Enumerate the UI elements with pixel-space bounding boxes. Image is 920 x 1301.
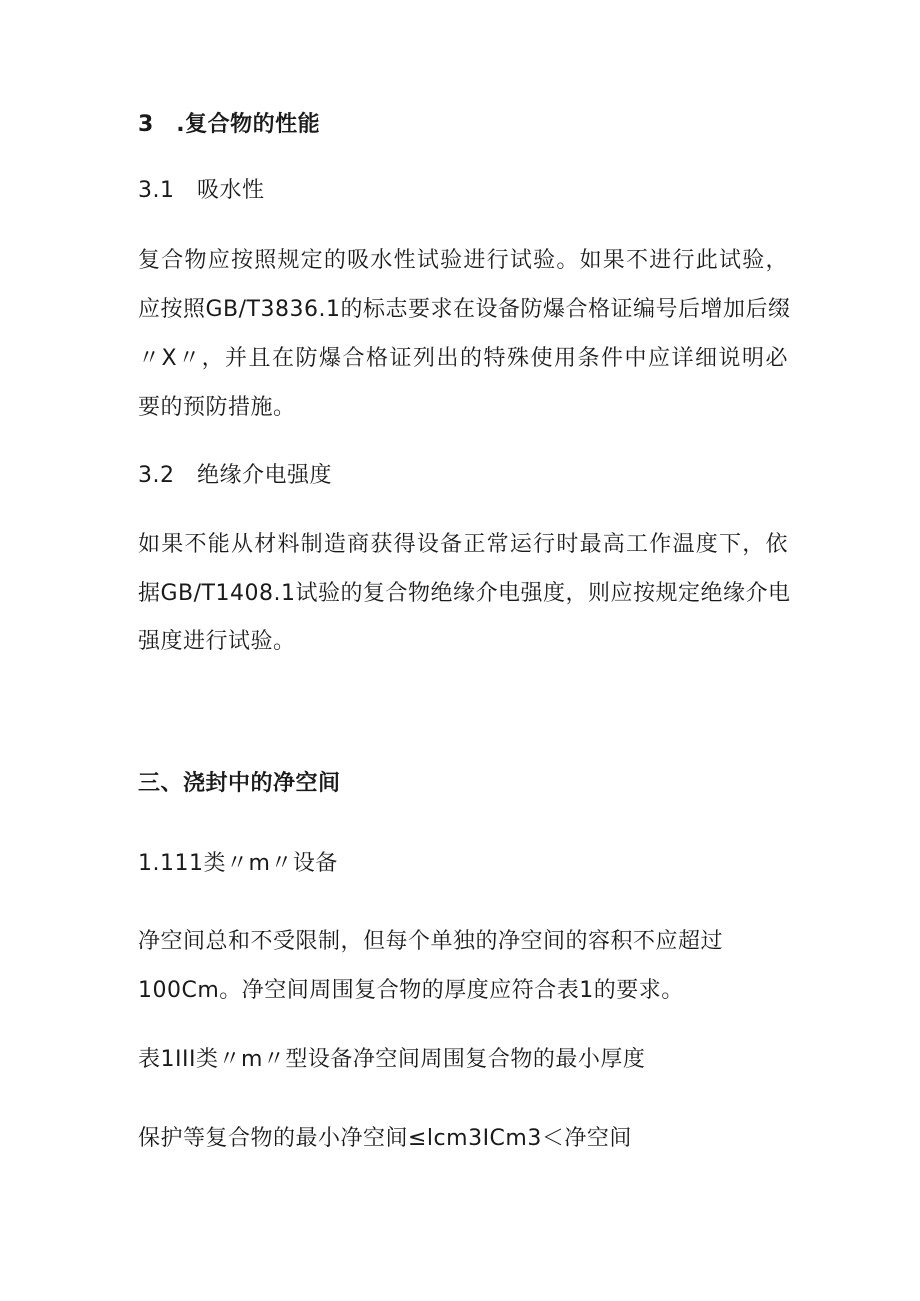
paragraph-line: 〃X〃，并且在防爆合格证列出的特殊使用条件中应详细说明必 (138, 346, 788, 371)
paragraph-line: 如果不能从材料制造商获得设备正常运行时最高工作温度下，依 (138, 532, 788, 557)
subsection-3-1-title: 3.1 吸水性 (138, 178, 265, 203)
paragraph-line: 要的预防措施。 (138, 395, 296, 420)
paragraph-line: 据GB/T1408.1试验的复合物绝缘介电强度，则应按规定绝缘介电 (138, 581, 791, 606)
paragraph-line: 强度进行试验。 (138, 629, 296, 654)
subsection-1-111-title: 1.111类〃m〃设备 (138, 851, 338, 876)
section-3-heading: 3 .复合物的性能 (138, 112, 321, 137)
section-three-heading: 三、浇封中的净空间 (138, 771, 341, 796)
subsection-3-2-title: 3.2 绝缘介电强度 (138, 463, 332, 488)
paragraph-line: 净空间总和不受限制，但每个单独的净空间的容积不应超过 (138, 929, 724, 954)
table-header-row: 保护等复合物的最小净空间≤lcm3ICm3＜净空间 (138, 1126, 632, 1151)
paragraph-line: 100Cm。净空间周围复合物的厚度应符合表1的要求。 (138, 978, 684, 1003)
table-caption: 表1III类〃m〃型设备净空间周围复合物的最小厚度 (138, 1047, 646, 1072)
paragraph-line: 复合物应按照规定的吸水性试验进行试验。如果不进行此试验， (138, 248, 788, 273)
paragraph-line: 应按照GB/T3836.1的标志要求在设备防爆合格证编号后增加后缀 (138, 297, 791, 322)
